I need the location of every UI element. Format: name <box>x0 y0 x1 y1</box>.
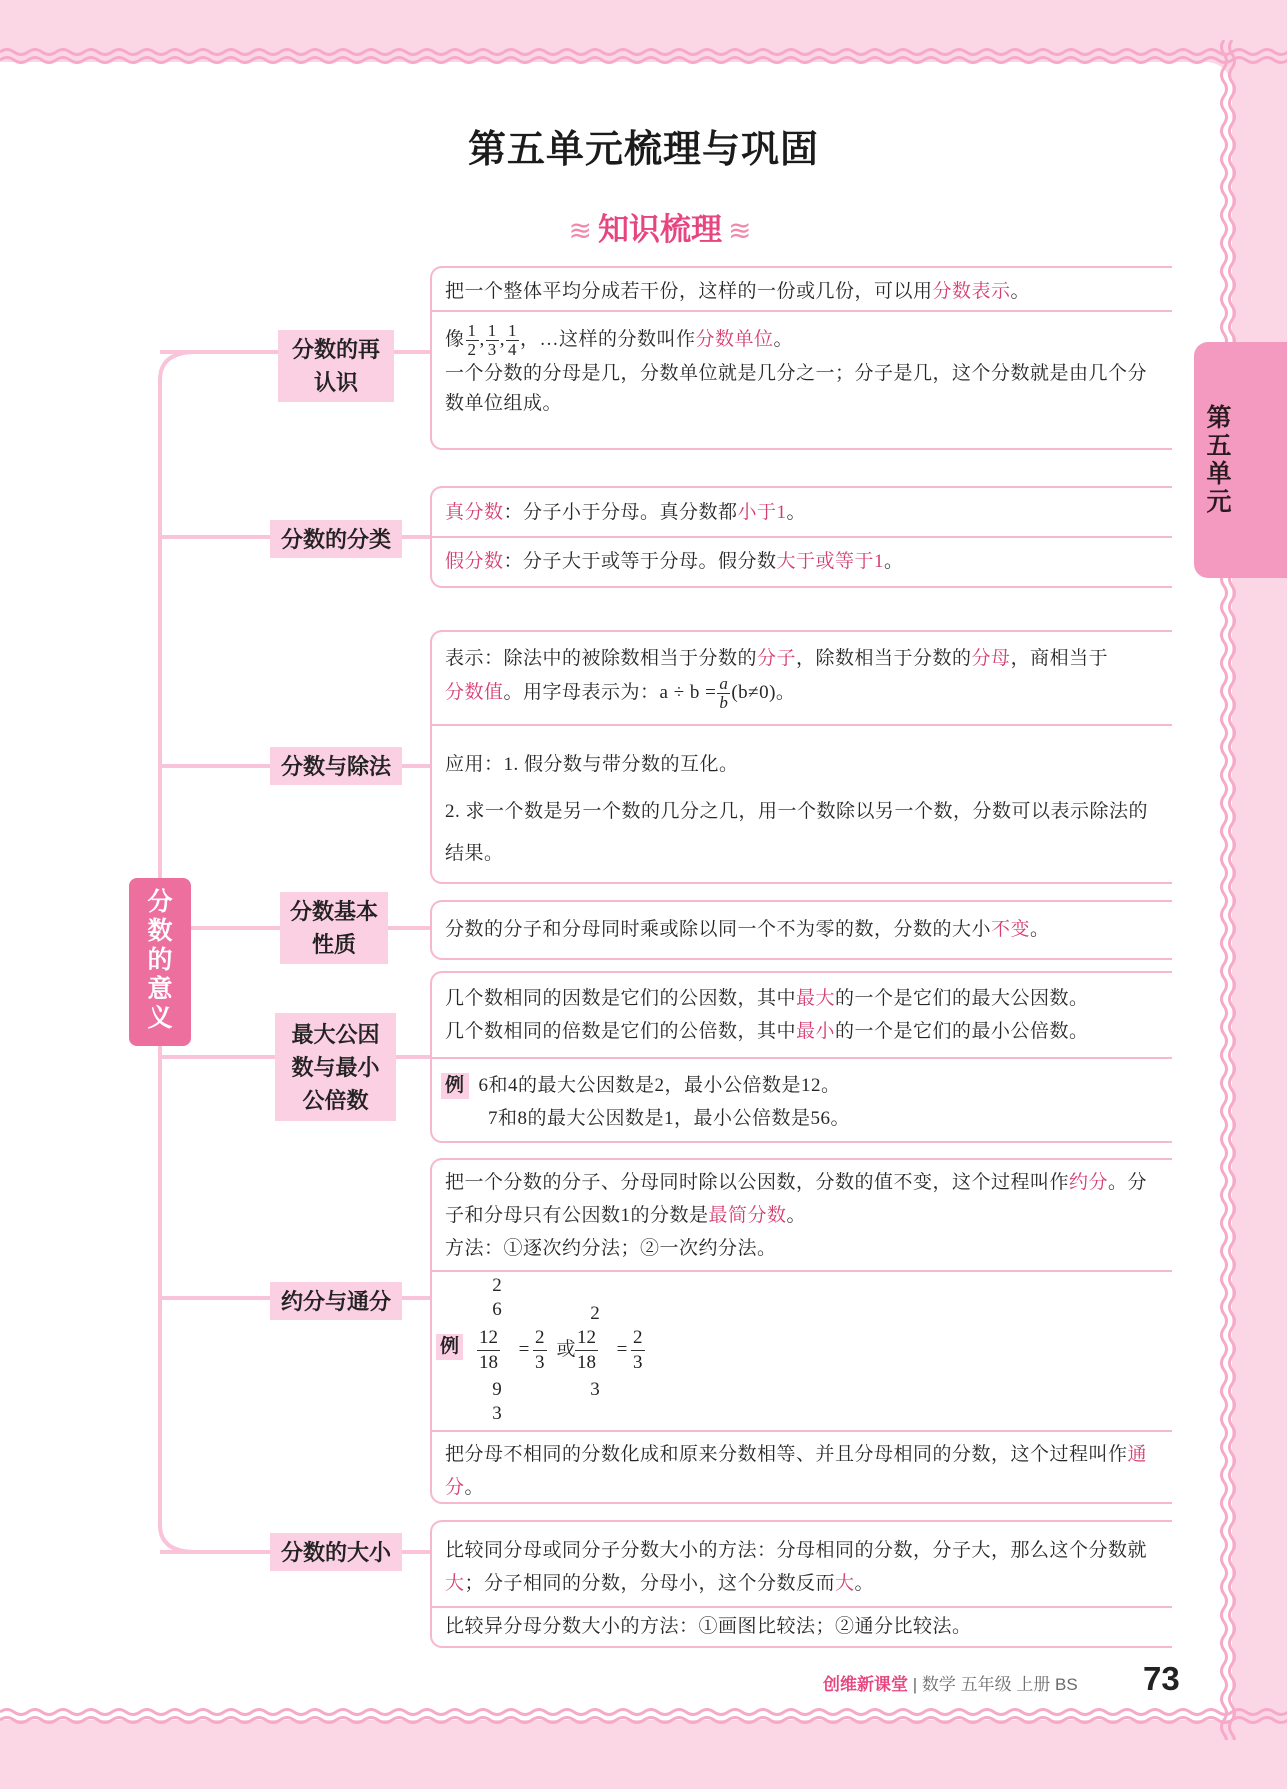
denominator: 18 <box>577 1352 596 1373</box>
calc-a-bottom-1: 9 <box>492 1379 502 1400</box>
denominator: b <box>719 693 729 712</box>
proper-fraction-text <box>445 496 1164 529</box>
node-label: 分数基本性质 <box>289 899 378 957</box>
text-segment: 。分子和分母只有公因数1的分数是 <box>445 1172 1148 1226</box>
box-row <box>432 632 1172 724</box>
content-box-reunderstanding <box>430 266 1172 450</box>
root-node-label: 分数的意义 <box>147 888 173 1032</box>
text-segment: 的一个是它们的最小公倍数。 <box>835 1021 1089 1042</box>
improper-fraction-text <box>445 545 1164 578</box>
calc-result-2 <box>631 1326 645 1375</box>
numerator: 12 <box>575 1326 598 1351</box>
calc-b-top: 2 <box>590 1303 600 1324</box>
root-node-fraction-meaning <box>129 878 191 1046</box>
text-segment: ，商相当于 <box>1010 648 1109 669</box>
content-box-division <box>430 630 1172 884</box>
numerator: a <box>719 674 729 693</box>
content-box-classification <box>430 486 1172 588</box>
box-row <box>432 536 1172 578</box>
example-tag: 例 <box>441 1073 469 1099</box>
node-label: 分数的分类 <box>280 526 391 552</box>
highlight-text: 不变 <box>991 919 1031 940</box>
highlight-text: 大于或等于1 <box>776 551 885 572</box>
highlight-text: 分母 <box>971 648 1011 669</box>
lcm-definition <box>445 1015 1164 1048</box>
node-label: 分数与除法 <box>280 753 391 779</box>
text-segment: ；分子相同的分数，分母小，这个分数反而 <box>464 1573 836 1594</box>
calc-result-1 <box>533 1326 547 1375</box>
node-label: 分数的大小 <box>280 1539 391 1565</box>
application-2: 2. 求一个数是另一个数的几分之几，用一个数除以另一个数，分数可以表示除法的结果。 <box>445 801 1149 864</box>
reduce-definition <box>445 1166 1164 1232</box>
highlight-text: 最小 <box>796 1021 836 1042</box>
text-segment: 。 <box>884 551 904 572</box>
different-compare-method: 比较异分母分数大小的方法：①画图比较法；②通分比较法。 <box>445 1616 972 1637</box>
text-segment: 把一个整体平均分成若干份，这样的一份或几份，可以用 <box>445 281 933 302</box>
text-segment: 。 <box>773 328 794 350</box>
node-fraction-classification <box>270 520 402 558</box>
page-footer <box>823 1670 1078 1695</box>
gcd-example-1 <box>441 1069 1164 1102</box>
calc-equals-2: = <box>616 1339 628 1360</box>
calc-a-fraction <box>477 1326 500 1375</box>
text-segment: (b≠0)。 <box>731 681 796 703</box>
text-segment: 。 <box>464 1477 485 1498</box>
gcd-definition <box>445 982 1164 1015</box>
subtitle-text: 知识梳理 <box>598 212 722 247</box>
text-segment: 。 <box>854 1573 875 1594</box>
calc-b-bottom: 3 <box>590 1379 600 1400</box>
node-label: 分数的再认识 <box>291 337 380 395</box>
basic-property-text <box>445 913 1164 946</box>
footer-book-info: 数学 五年级 上册 BS <box>921 1675 1078 1694</box>
fraction <box>506 322 519 359</box>
fraction-unit-text: 像 $\frac{1}{2}$ , $\frac{1}{3}$ , $\frac{1}{4}$ ，…这样的分数叫作分数单位。 <box>445 321 794 359</box>
denominator: 3 <box>487 340 497 359</box>
box-row <box>432 1160 1172 1270</box>
calc-equals-1: = <box>518 1339 530 1360</box>
wave-decoration-icon: ≋ <box>568 215 592 246</box>
box-row <box>432 310 1172 419</box>
highlight-text: 小于1 <box>737 502 787 523</box>
denominator: 2 <box>467 340 477 359</box>
calc-a-top-1: 2 <box>492 1275 502 1296</box>
numerator: 1 <box>467 321 477 340</box>
content-box-size <box>430 1520 1172 1648</box>
example-tag: 例 <box>436 1334 463 1360</box>
definition-text <box>445 275 1164 308</box>
text-segment: 几个数相同的倍数是它们的公倍数，其中 <box>445 1021 797 1042</box>
box-row <box>432 724 1172 875</box>
text-segment: 。用字母表示为：a ÷ b = <box>503 681 717 703</box>
highlight-text: 分数单位 <box>695 328 774 350</box>
numerator: 2 <box>631 1326 645 1351</box>
numerator: 12 <box>477 1326 500 1351</box>
page-title: 第五单元梳理与巩固 <box>467 129 819 171</box>
node-fraction-division <box>270 747 402 785</box>
denominator: 4 <box>508 340 518 359</box>
calc-a-bottom-2: 3 <box>492 1403 502 1424</box>
footer-brand: 创维新课堂 <box>823 1675 908 1694</box>
wave-decoration-icon: ≋ <box>728 215 752 246</box>
footer-separator: | <box>912 1675 918 1694</box>
fraction <box>717 675 730 712</box>
text-segment: ，除数相当于分数的 <box>796 648 972 669</box>
fraction <box>486 322 499 359</box>
highlight-text: 最大 <box>796 988 836 1009</box>
calc-a-top-2: 6 <box>492 1299 502 1320</box>
fraction-unit-explanation: 一个分数的分母是几，分数单位就是几分之一；分子是几，这个分数就是由几个分数单位组成。 <box>445 363 1148 414</box>
numerator: 1 <box>508 321 518 340</box>
gcd-example-2: 7和8的最大公因数是1，最小公倍数是56。 <box>488 1108 851 1129</box>
highlight-text: 分子 <box>757 648 797 669</box>
text-segment: 分数的分子和分母同时乘或除以同一个不为零的数，分数的大小 <box>445 919 992 940</box>
highlight-text: 大 <box>835 1573 855 1594</box>
text-segment: 的一个是它们的最大公因数。 <box>835 988 1089 1009</box>
highlight-text: 约分 <box>1069 1172 1109 1193</box>
content-box-gcd-lcm <box>430 971 1172 1143</box>
content-box-basic-property <box>430 900 1172 960</box>
denominator: 3 <box>633 1352 643 1373</box>
page-number: 73 <box>1143 1660 1180 1697</box>
box-row <box>432 1430 1172 1504</box>
numerator: 2 <box>533 1326 547 1351</box>
highlight-text: 最简分数 <box>708 1205 787 1226</box>
common-denominator-definition <box>445 1438 1164 1504</box>
text-segment: 比较同分母或同分子分数大小的方法：分母相同的分数，分子大，那么这个分数就 <box>445 1540 1148 1561</box>
denominator: 18 <box>479 1352 498 1373</box>
node-gcd-lcm <box>275 1013 396 1121</box>
text-segment: 。 <box>786 1205 807 1226</box>
box-row <box>432 488 1172 536</box>
text-segment: 把分母不相同的分数化成和原来分数相等、并且分母相同的分数，这个过程叫作 <box>445 1444 1128 1465</box>
fraction <box>466 322 479 359</box>
numerator: 1 <box>487 321 497 340</box>
box-row <box>432 1606 1172 1643</box>
node-label: 最大公因数与最小公倍数 <box>291 1021 380 1113</box>
reduce-method: 方法：①逐次约分法；②一次约分法。 <box>445 1238 777 1259</box>
highlight-text: 通分 <box>445 1444 1148 1498</box>
text-segment: ：分子小于分母。真分数都 <box>503 502 738 523</box>
node-reduce-common-denominator <box>270 1282 402 1320</box>
text-segment: ，…这样的分数叫作 <box>520 328 696 350</box>
text-segment: 表示：除法中的被除数相当于分数的 <box>445 648 758 669</box>
text-segment: 像 <box>445 328 465 350</box>
highlight-text: 大 <box>445 1573 465 1594</box>
highlight-text: 假分数 <box>445 551 504 572</box>
text-segment: ：分子大于或等于分母。假分数 <box>503 551 777 572</box>
highlight-text: 真分数 <box>445 502 504 523</box>
node-fraction-basic-property <box>280 892 388 964</box>
division-express-text <box>445 642 1164 675</box>
side-tab-label: 第五单元 <box>1206 404 1232 516</box>
highlight-text: 分数表示 <box>932 281 1011 302</box>
same-compare-method <box>445 1534 1164 1600</box>
text-segment: 几个数相同的因数是它们的公因数，其中 <box>445 988 797 1009</box>
box-row <box>432 902 1172 946</box>
box-row <box>432 268 1172 310</box>
application-1: 应用：1. 假分数与带分数的互化。 <box>445 754 739 775</box>
node-label: 约分与通分 <box>280 1288 391 1314</box>
calc-or: 或 <box>556 1339 576 1360</box>
box-row <box>432 973 1172 1057</box>
text-segment: 把一个分数的分子、分母同时除以公因数，分数的值不变，这个过程叫作 <box>445 1172 1070 1193</box>
denominator: 3 <box>535 1352 545 1373</box>
division-formula-text <box>445 675 1164 712</box>
calc-b-fraction <box>575 1326 598 1375</box>
node-fraction-reunderstanding <box>278 330 394 402</box>
text-segment: 。 <box>786 502 807 523</box>
highlight-text: 分数值 <box>445 681 504 703</box>
box-row <box>432 1522 1172 1606</box>
content-box-reduce <box>430 1158 1172 1504</box>
text-segment: 。 <box>1030 919 1050 940</box>
box-row <box>432 1057 1172 1135</box>
text-segment: 6和4的最大公因数是2，最小公倍数是12。 <box>478 1075 841 1096</box>
box-row <box>432 1270 1172 1430</box>
text-segment: 。 <box>1010 281 1031 302</box>
node-fraction-size <box>270 1533 402 1571</box>
